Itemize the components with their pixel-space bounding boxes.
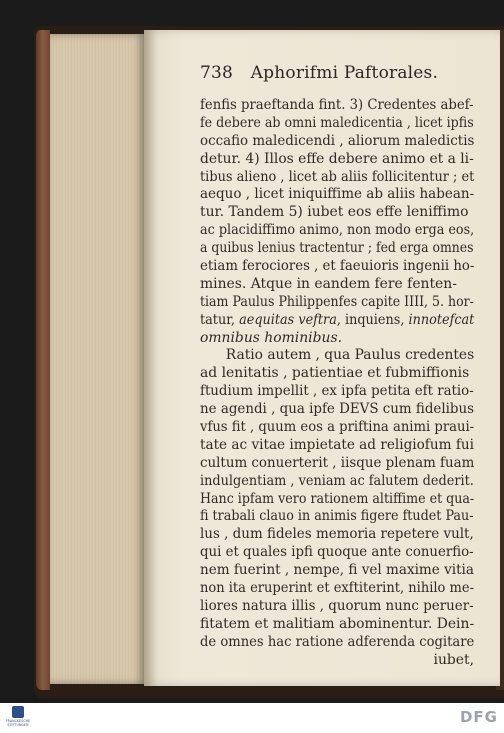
footer-bar <box>0 703 504 733</box>
text-line <box>200 419 475 437</box>
text-line <box>200 240 474 258</box>
text-line <box>200 508 474 526</box>
text-line <box>200 347 475 365</box>
library-caption: FRANCKESCHE STIFTUNGEN <box>5 719 31 727</box>
text-run: Hanc ipfam vero rationem altiffime et qua- <box>200 490 475 507</box>
running-title: Aphorifmi Paftorales. <box>250 63 439 83</box>
text-line <box>200 330 474 348</box>
text-line <box>200 293 474 312</box>
text-line <box>200 114 474 133</box>
italic-phrase: innotefcat <box>408 311 475 328</box>
text-line <box>200 544 474 562</box>
text-run: cultum conuerterit , iisque plenam fuam <box>200 454 475 471</box>
text-line <box>200 276 474 294</box>
text-run: ac placidiffimo animo, non modo erga eos, <box>200 222 475 239</box>
page-fore-edge <box>50 34 144 684</box>
text-run: tatur, <box>200 311 240 328</box>
text-line <box>200 186 475 204</box>
text-line <box>200 580 474 598</box>
text-run: non ita eruperint et exftiterint, nihilo me- <box>200 580 474 597</box>
text-line <box>200 633 475 652</box>
text-line <box>200 490 475 509</box>
text-line <box>200 168 475 187</box>
text-line <box>200 204 474 222</box>
text-run: qui et quales ipfi quoque ante conuerfio- <box>200 544 474 561</box>
text-run: indulgentiam , veniam ac falutem dederit. <box>200 472 474 489</box>
text-run: de omnes hac ratione adferenda cogitare <box>200 633 475 650</box>
text-line <box>200 562 474 580</box>
library-logo <box>3 704 33 732</box>
italic-phrase: aequitas veftra <box>239 311 337 328</box>
text-run: detur. 4) Illos effe debere animo et a li- <box>200 150 474 167</box>
text-line <box>200 258 475 276</box>
body-text <box>200 97 474 670</box>
italic-phrase: omnibus hominibus. <box>200 329 342 346</box>
text-line <box>200 97 474 115</box>
text-line <box>200 383 474 401</box>
text-line <box>200 222 475 240</box>
text-run: a quibus lenius tractentur ; fed erga omnes <box>200 240 474 257</box>
text-run: tate ac vitae impietate ad religiofum fui <box>200 436 474 453</box>
text-run: liores natura illis , quorum nunc peruer- <box>200 597 474 614</box>
text-run: Ratio autem , qua Paulus credentes <box>225 347 475 364</box>
text-run: fe debere ab omni maledicentia , licet ipfis <box>200 114 474 131</box>
text-run: iubet, <box>433 651 474 668</box>
text-run: lus , dum fideles memoria repetere vult, <box>200 526 474 543</box>
text-run: ne agendi , qua ipfe DEVS cum fidelibus <box>200 401 474 418</box>
text-run: , inquiens, <box>336 311 409 328</box>
text-run: vfus fit , quum eos a priftina animi praui- <box>200 419 475 436</box>
text-line <box>200 151 473 169</box>
text-line <box>200 365 474 383</box>
text-run: tur. Tandem 5) iubet eos effe leniffimo <box>200 204 469 221</box>
library-emblem-icon <box>12 706 24 718</box>
text-run: fitatem et malitiam abominentur. Dein- <box>200 615 475 632</box>
text-line <box>200 454 475 473</box>
text-run: tibus alieno , licet ab aliis follicitentur ; et <box>200 168 475 185</box>
text-line <box>200 616 474 634</box>
text-run: fenfis praeftanda fint. 3) Credentes abef- <box>200 97 474 113</box>
dfg-logo: DFG <box>459 708 498 726</box>
text-run: fi trabali clauo in animis figere ftudet Pau- <box>200 508 474 525</box>
text-run: aequo , licet iniquiffime ab aliis habean- <box>200 186 475 203</box>
text-line <box>200 472 474 491</box>
text-line <box>200 436 474 455</box>
text-line <box>200 526 474 544</box>
text-run: ftudium impellit , ex ipfa petita eft ratio- <box>200 383 474 400</box>
text-line <box>200 597 474 616</box>
text-run: mines. Atque in eandem fere fenten- <box>200 275 457 292</box>
text-line <box>200 401 474 419</box>
text-line <box>200 652 474 670</box>
book-cover-edge <box>36 30 50 690</box>
text-run: tiam Paulus Philippenfes capite IIII, 5. hor- <box>200 293 474 310</box>
running-header <box>200 63 500 87</box>
text-line <box>200 311 475 330</box>
text-run: ad lenitatis , patientiae et fubmiffionis <box>200 365 470 382</box>
text-run: nem fuerint , nempe, fi vel maxime vitia <box>200 562 474 579</box>
text-run: etiam ferociores , et faeuioris ingenii ho- <box>200 258 475 275</box>
page-number: 738 <box>200 63 234 83</box>
text-run: occafio maledicendi , aliorum maledictis <box>200 132 475 149</box>
text-line <box>200 132 475 151</box>
